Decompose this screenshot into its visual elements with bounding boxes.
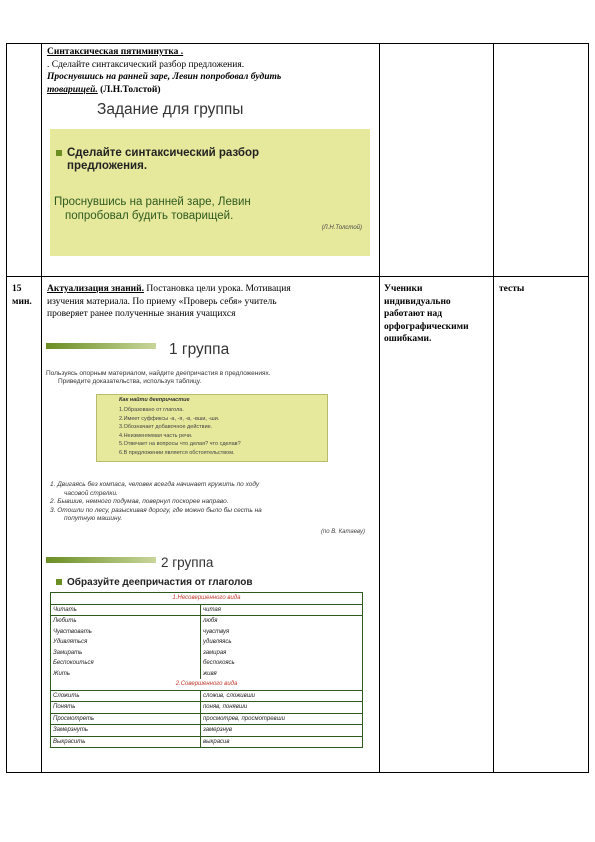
slide-group1-box-list: 1.Образовано от глагола. 2.Имеет суффиксы -а, -я, -в, -вши, -ши. 3.Обозначает добавочное действие. 4.Неизменяемая часть речи. 5.Отвечает на вопросы что делая? что сделав? 6.В предложении является обстоятельством. xyxy=(119,407,241,456)
slide-group1-box-title: Как найти деепричастие xyxy=(119,397,190,403)
row1-sentence-1: Проснувшись на ранней заре, Левин попробовал будить xyxy=(47,72,282,82)
row2-students: Ученики индивидуально работают над орфографическими ошибками. xyxy=(384,284,469,344)
table-row: Понять поняв, понявши xyxy=(51,702,363,714)
row1-task: . Сделайте синтаксический разбор предложения. xyxy=(47,59,245,70)
row1-author: (Л.Н.Толстой) xyxy=(100,84,161,95)
row2-heading: Актуализация знаний. xyxy=(47,284,145,294)
row1-text xyxy=(47,46,375,96)
table-border-left xyxy=(6,43,7,773)
slide-group2 xyxy=(46,552,371,748)
slide-group1 xyxy=(46,338,371,538)
row2-text-3: проверяет ранее полученные знания учащихся xyxy=(47,309,236,319)
table-border-top xyxy=(6,43,589,44)
bullet-square-icon xyxy=(56,579,62,585)
table-subheader: 1.Несовершенного вида xyxy=(51,593,363,605)
slide-task-body xyxy=(50,129,370,256)
row1-sentence-line2 xyxy=(47,84,375,97)
slide-group1-items: 1. Двигаясь без компаса, человек всегда начинает кружить по ходу часовой стрелки. 2. Бывшие, немного подумав, повернул поскорее направо. 3. Отошли по лесу, разыскивая дорогу, где можно было бы сесть на попутную машину. xyxy=(50,481,262,522)
table-col-divider-3 xyxy=(493,43,494,773)
table-row: Жить живя xyxy=(51,669,363,680)
table-row: Замирать замирая xyxy=(51,648,363,659)
slide-group1-accent xyxy=(46,343,156,349)
table-row: Читать читая xyxy=(51,604,363,616)
bullet-square-icon xyxy=(56,150,62,156)
row1-sentence-2: товарищей. xyxy=(47,84,98,95)
table-col-divider-2 xyxy=(379,43,380,773)
slide-task xyxy=(50,101,370,256)
row2-tests: тесты xyxy=(499,284,525,294)
row2-time xyxy=(12,283,32,308)
table-row-divider xyxy=(6,276,589,277)
row2-time-unit: мин. xyxy=(12,296,32,307)
slide-group1-title: 1 группа xyxy=(169,341,230,358)
table-border-right xyxy=(588,43,589,773)
table-row: Просмотреть просмотрев, просмотревши xyxy=(51,713,363,725)
table-col-divider-1 xyxy=(41,43,42,773)
row2-text xyxy=(47,283,377,321)
table-border-bottom xyxy=(6,772,589,773)
table-row: Беспокоиться беспокоясь xyxy=(51,658,363,669)
table-row: Любить любя xyxy=(51,616,363,627)
slide-group2-bullet: Образуйте деепричастия от глаголов xyxy=(56,577,253,588)
slide-group2-title: 2 группа xyxy=(161,555,214,570)
row2-time-value: 15 xyxy=(12,284,22,294)
slide-group1-source: (по В. Катаеву) xyxy=(320,529,365,535)
table-row: Сложить сложив, сложивши xyxy=(51,690,363,702)
table-subheader: 2.Совершенного вида xyxy=(51,679,363,690)
slide-group1-intro: Пользуясь опорным материалом, найдите деепричастия в предложениях. Приведите доказательства, используя таблицу. xyxy=(46,370,271,385)
table-row: Удивляться удивляясь xyxy=(51,637,363,648)
verb-table xyxy=(50,592,363,748)
slide-group2-accent xyxy=(46,557,156,563)
row1-title: Синтаксическая пятиминутка . xyxy=(47,47,184,57)
slide-task-title: Задание для группы xyxy=(97,101,244,118)
slide-group1-box xyxy=(96,394,328,462)
slide-task-author: (Л.Н.Толстой) xyxy=(321,225,362,231)
row2-text-2: изучения материала. По приему «Проверь себя» учитель xyxy=(47,296,277,307)
slide-task-sentence: Проснувшись на ранней заре, Левин попробовал будить товарищей. xyxy=(54,196,251,222)
row2-text-1: Постановка цели урока. Мотивация xyxy=(144,284,291,294)
slide-task-bullet: Сделайте синтаксический разбор предложения. xyxy=(56,147,259,173)
table-row: Чувствовать чувствуя xyxy=(51,627,363,638)
table-row: Замерзнуть замерзнув xyxy=(51,725,363,737)
table-row: Выкрасить выкрасив xyxy=(51,736,363,748)
